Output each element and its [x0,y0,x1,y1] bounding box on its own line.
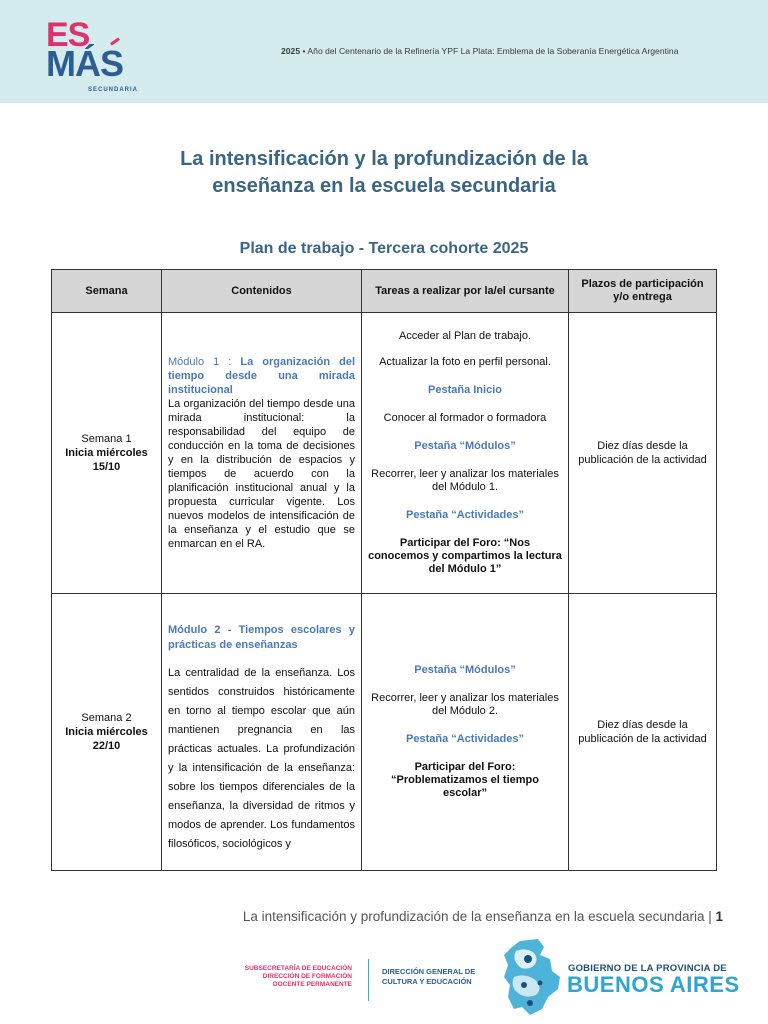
subsecretaria-line: DIRECCIÓN DE FORMACIÓN [262,973,352,980]
tab-label: Pestaña “Actividades” [406,733,524,745]
running-footer [243,909,723,924]
page-number: 1 [715,909,723,924]
plan-subtitle: Plan de trabajo - Tercera cohorte 2025 [239,240,529,257]
deadline-cell: Diez días desde la publicación de la actividad [569,313,717,594]
task-item: Acceder al Plan de trabajo. [398,330,532,342]
task-item: Recorrer, leer y analizar los materiales del Módulo 2. [371,692,559,717]
title-line-1: La intensificación y la profundización de la [180,148,588,170]
work-plan-table [51,269,717,871]
es-mas-logo [46,18,146,96]
header-motto-text: • Año del Centenario de la Refinería YPF La Plata: Emblema de la Soberanía Energética Argentina [300,46,679,56]
task-item: Participar del Foro: “Nos conocemos y compartimos la lectura del Módulo 1” [368,537,562,575]
tab-label: Pestaña “Módulos” [414,664,516,676]
dg-line: CULTURA Y EDUCACIÓN [382,977,472,986]
logo-secundaria: SECUNDARIA [88,87,139,93]
module-name: La organización del tiempo desde una mirada institucional [168,356,356,396]
header-motto [281,46,678,56]
tasks-cell [362,313,569,594]
running-title: La intensificación y profundización de la enseñanza en la escuela secundaria [242,909,705,924]
week-start: Inicia miércoles 15/10 [65,447,148,473]
dg-line: DIRECCIÓN GENERAL DE [382,967,476,976]
footer-separator: | [704,909,716,924]
gobierno-label: GOBIERNO DE LA PROVINCIA DE [568,963,727,974]
header-banner [0,0,768,103]
logo-es: ES [46,16,90,54]
header-semana: Semana [52,270,162,313]
module-prefix: Módulo 1 : [168,356,241,368]
task-item: Recorrer, leer y analizar los materiales del Módulo 1. [371,468,559,493]
task-item: Actualizar la foto en perfil personal. [379,356,551,368]
week-cell [52,594,162,871]
province-map-icon [500,937,564,1017]
table-row [52,313,717,594]
table-header-row [52,270,717,313]
week-label: Semana 2 [81,712,132,724]
week-start: Inicia miércoles 22/10 [65,726,148,752]
content-cell [162,594,362,871]
logo-mas: MÁS [46,43,123,84]
table-row [52,594,717,871]
document-title [60,146,708,200]
title-line-2: enseñanza en la escuela secundaria [212,175,556,197]
module-title: Módulo 2 - Tiempos escolares y prácticas de enseñanzas [168,623,355,651]
tab-label: Pestaña Inicio [428,384,502,396]
task-item: Conocer al formador o formadora [383,412,547,424]
tab-label: Pestaña “Actividades” [406,509,524,521]
header-contenidos: Contenidos [162,270,362,313]
footer-divider [368,959,369,1001]
tab-label: Pestaña “Módulos” [414,440,516,452]
tasks-cell [362,594,569,871]
module-description: La organización del tiempo desde una mirada institucional: la responsabilidad del equipo de conducción en la toma de decisiones y en la distribución de espacios y tiempos de acuerdo con la planificación institucional anual y la propuesta curricular vigente. Los nuevos modelos de intensificación de la enseñanza y el estudio que se enmarcan en el RA. [168,398,355,550]
header-tareas: Tareas a realizar por la/el cursante [362,270,569,313]
header-plazos: Plazos de participación y/o entrega [569,270,717,313]
week-label: Semana 1 [81,433,132,445]
buenos-aires-label: BUENOS AIRES [567,972,740,997]
subsecretaria-logo [200,965,352,989]
module-title [168,355,355,397]
direccion-general-logo [382,967,475,987]
deadline-cell: Diez días desde la publicación de la actividad [569,594,717,871]
header-year: 2025 [281,46,301,56]
subsecretaria-line: SUBSECRETARÍA DE EDUCACIÓN [244,965,352,972]
subsecretaria-line: DOCENTE PERMANENTE [272,981,352,988]
week-cell [52,313,162,594]
module-description: La centralidad de la enseñanza. Los sentidos construidos históricamente en torno al tiempo escolar que aún mantienen pregnancia en las prácticas actuales. La profundización y la intensificación de la enseñanza: sobre los tiempos diferenciales de la enseñanza, la diversidad de ritmos y modos de aprender. Los fundamentos filosóficos, sociológicos y [168,666,355,850]
content-cell [162,313,362,594]
task-item: Participar del Foro: “Problematizamos el tiempo escolar” [391,761,539,799]
